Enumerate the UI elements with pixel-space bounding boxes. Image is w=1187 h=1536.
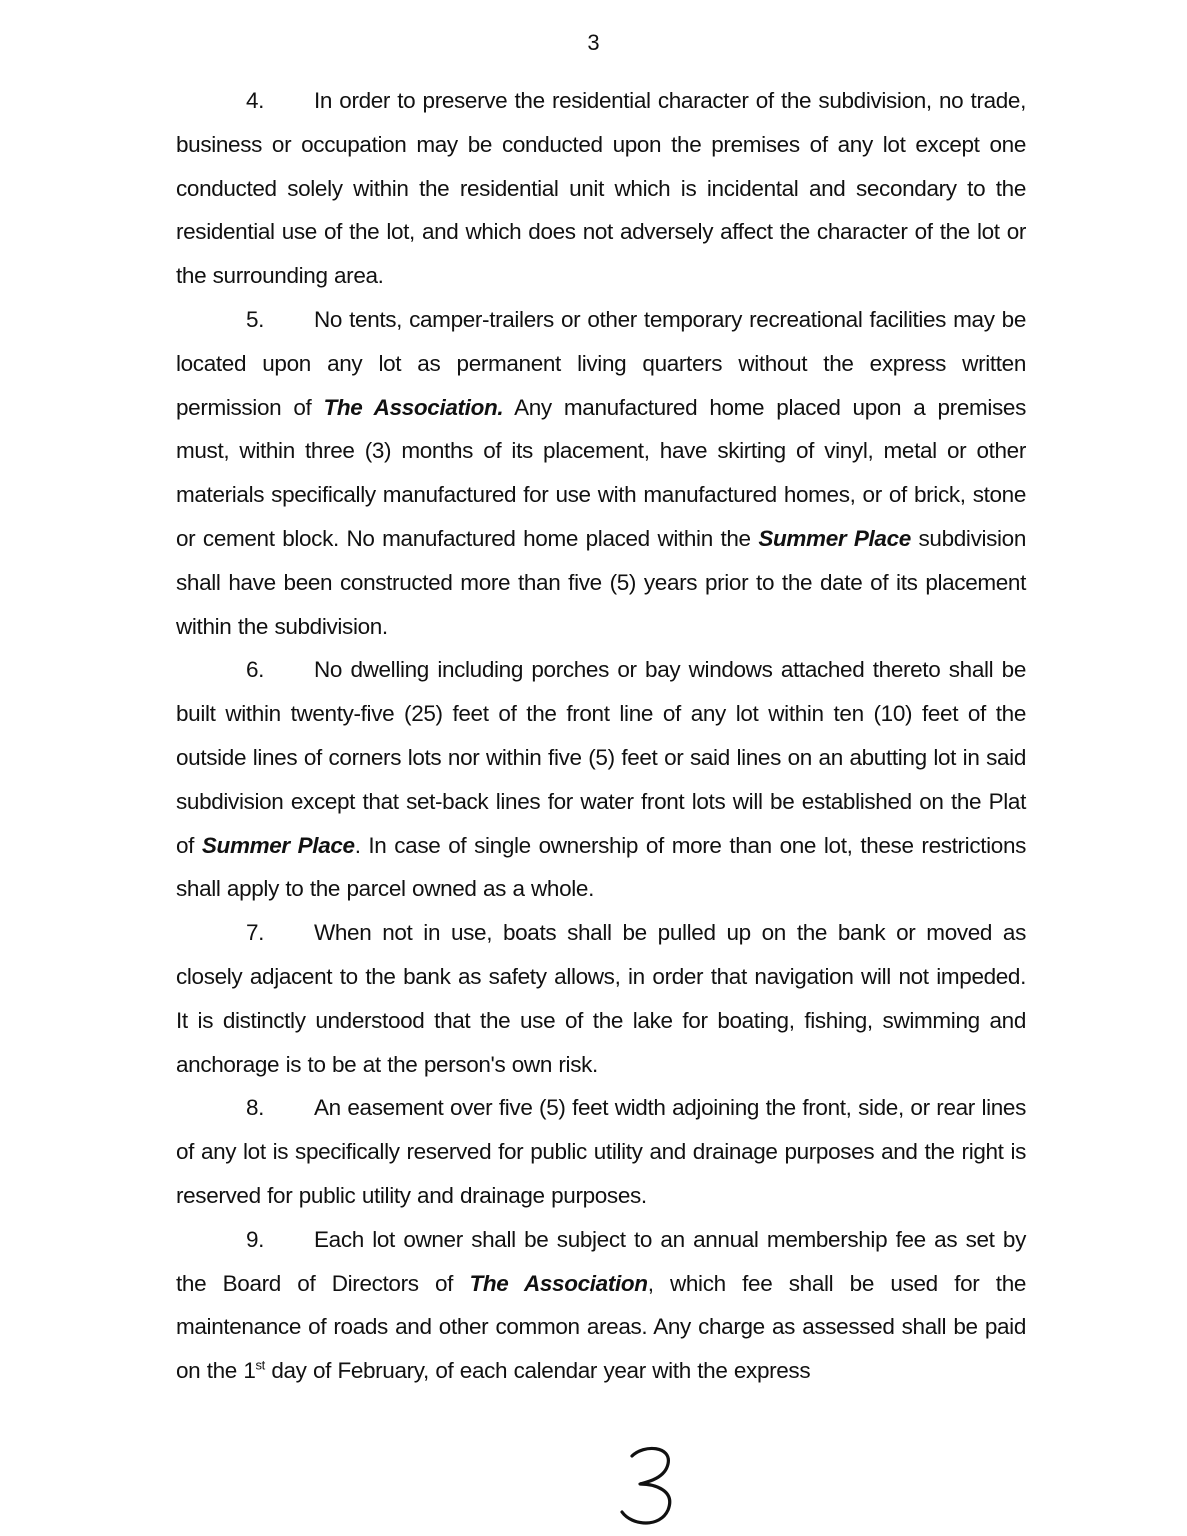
- paragraph-text: Any manufactured home placed upon a premises must, within three (3) months of its placement, have skirting of vinyl, metal or other materials specifically manufactured for use with manufactured homes, or of brick, stone or cement block. No manufactured home placed within the: [176, 394, 1026, 551]
- emphasis-association: The Association.: [323, 394, 504, 420]
- emphasis-summer-place: Summer Place: [201, 832, 355, 858]
- paragraph-text: . In case of single ownership of more than one lot, these restrictions shall apply to the parcel owned as a whole.: [176, 832, 1027, 902]
- emphasis-association: The Association: [469, 1270, 648, 1296]
- paragraph-number: 8.: [246, 1095, 265, 1121]
- paragraph-7: [176, 911, 1026, 1086]
- paragraph-9: [176, 1218, 1026, 1393]
- paragraph-number: 4.: [246, 88, 265, 113]
- paragraph-text: Each lot owner shall be subject to an annual membership fee as set by the Board of Directors of: [176, 1226, 1026, 1296]
- paragraph-4: [176, 79, 1026, 298]
- paragraph-text: No dwelling including porches or bay windows attached thereto shall be built within twenty-five (25) feet of the front line of any lot within ten (10) feet of the outside lines of corners lots nor within five (5) feet or said lines on an abutting lot in said subdivision except that set-back lines for water front lots will be established on the Plat of: [176, 657, 1026, 858]
- paragraph-5: [176, 298, 1026, 648]
- paragraph-number: 6.: [246, 657, 265, 683]
- paragraph-number: 9.: [246, 1226, 265, 1252]
- paragraph-text: When not in use, boats shall be pulled up on the bank or moved as closely adjacent to the bank as safety allows, in order that navigation will not impeded. It is distinctly understood that the use of the lake for boating, fishing, swimming and anchorage is to be at the person's own risk.: [176, 920, 1026, 1077]
- paragraph-text: , which fee shall be used for the maintenance of roads and other common areas. Any charge as assessed shall be paid on the 1: [176, 1270, 1027, 1384]
- ordinal-superscript: st: [255, 1357, 265, 1373]
- paragraph-text: No tents, camper-trailers or other temporary recreational facilities may be located upon any lot as permanent living quarters without the express written permission of: [176, 306, 1026, 420]
- paragraph-text: In order to preserve the residential character of the subdivision, no trade, business or occupation may be conducted upon the premises of any lot except one conducted solely within the residential unit which is incidental and secondary to the residential use of the lot, and which does not adversely affect the character of the lot or the surrounding area.: [176, 88, 1026, 289]
- paragraph-number: 5.: [246, 306, 265, 332]
- paragraph-text: day of February, of each calendar year with the express: [264, 1358, 811, 1384]
- paragraph-number: 7.: [246, 920, 265, 946]
- emphasis-summer-place: Summer Place: [758, 525, 911, 551]
- page-number-top: 3: [587, 30, 600, 55]
- handwritten-page-number: [610, 1440, 690, 1530]
- paragraph-8: [176, 1086, 1026, 1217]
- paragraph-text: An easement over five (5) feet width adjoining the front, side, or rear lines of any lot is specifically reserved for public utility and drainage purposes and the right is reserved for public utility and drainage purposes.: [176, 1095, 1026, 1208]
- paragraph-text: subdivision shall have been constructed more than five (5) years prior to the date of its placement within the subdivision.: [176, 525, 1026, 639]
- document-body: [176, 79, 1026, 1393]
- paragraph-6: [176, 648, 1026, 911]
